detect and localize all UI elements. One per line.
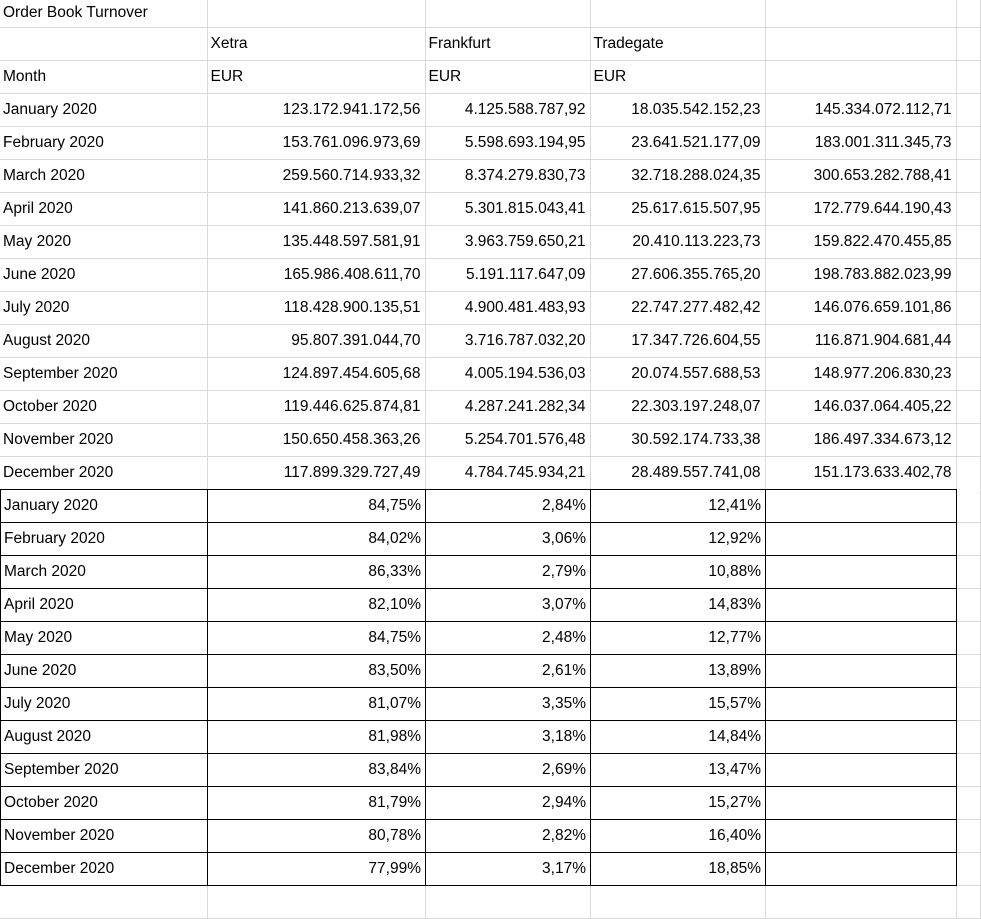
tradegate-share-cell[interactable]: 14,84% xyxy=(591,721,766,754)
tradegate-share-cell[interactable]: 13,47% xyxy=(591,754,766,787)
grid-stub-cell[interactable] xyxy=(957,490,981,523)
month-cell[interactable]: March 2020 xyxy=(0,160,207,193)
month-cell[interactable]: April 2020 xyxy=(1,589,208,622)
market-share-row xyxy=(1,688,981,721)
grid-stub-cell[interactable] xyxy=(956,226,980,259)
frankfurt-share-cell[interactable]: 2,48% xyxy=(426,622,591,655)
empty-cell[interactable] xyxy=(0,28,207,61)
frankfurt-eur-cell[interactable]: 4.005.194.536,03 xyxy=(425,358,590,391)
grid-stub-cell[interactable] xyxy=(957,556,981,589)
empty-cell[interactable] xyxy=(590,0,765,28)
xetra-eur-cell[interactable]: 141.860.213.639,07 xyxy=(207,193,425,226)
frankfurt-eur-cell[interactable]: 5.301.815.043,41 xyxy=(425,193,590,226)
frankfurt-share-cell[interactable]: 2,84% xyxy=(426,490,591,523)
month-cell[interactable]: September 2020 xyxy=(0,358,207,391)
grid-stub-cell[interactable] xyxy=(957,655,981,688)
xetra-share-cell[interactable]: 83,50% xyxy=(208,655,426,688)
total-eur-cell[interactable]: 146.037.064.405,22 xyxy=(765,391,956,424)
tradegate-share-cell[interactable]: 15,27% xyxy=(591,787,766,820)
grid-stub-cell[interactable] xyxy=(957,787,981,820)
grid-stub-cell[interactable] xyxy=(956,457,980,490)
empty-row xyxy=(0,886,980,919)
total-share-cell[interactable] xyxy=(766,655,957,688)
total-eur-cell[interactable]: 300.653.282.788,41 xyxy=(765,160,956,193)
xetra-share-cell[interactable]: 84,75% xyxy=(208,490,426,523)
xetra-eur-cell[interactable]: 135.448.597.581,91 xyxy=(207,226,425,259)
frankfurt-eur-cell[interactable]: 3.716.787.032,20 xyxy=(425,325,590,358)
tradegate-eur-cell[interactable]: 27.606.355.765,20 xyxy=(590,259,765,292)
xetra-share-cell[interactable]: 81,98% xyxy=(208,721,426,754)
tradegate-share-cell[interactable]: 14,83% xyxy=(591,589,766,622)
xetra-share-cell[interactable]: 81,79% xyxy=(208,787,426,820)
month-cell[interactable]: June 2020 xyxy=(0,259,207,292)
tradegate-share-cell[interactable]: 12,92% xyxy=(591,523,766,556)
grid-stub-cell[interactable] xyxy=(957,523,981,556)
total-share-cell[interactable] xyxy=(766,688,957,721)
xetra-eur-cell[interactable]: 165.986.408.611,70 xyxy=(207,259,425,292)
xetra-eur-cell[interactable]: 117.899.329.727,49 xyxy=(207,457,425,490)
grid-stub-cell[interactable] xyxy=(956,358,980,391)
total-share-cell[interactable] xyxy=(766,622,957,655)
frankfurt-share-cell[interactable]: 2,94% xyxy=(426,787,591,820)
market-share-row xyxy=(1,589,981,622)
grid-stub-cell[interactable] xyxy=(956,325,980,358)
market-share-row xyxy=(1,523,981,556)
venue-header-xetra[interactable]: Xetra xyxy=(207,28,425,61)
turnover-row xyxy=(0,325,980,358)
turnover-row xyxy=(0,193,980,226)
grid-stub-cell[interactable] xyxy=(957,589,981,622)
grid-stub-cell[interactable] xyxy=(957,853,981,886)
market-share-row xyxy=(1,655,981,688)
empty-cell[interactable] xyxy=(425,886,590,919)
frankfurt-share-cell[interactable]: 3,06% xyxy=(426,523,591,556)
total-eur-cell[interactable]: 159.822.470.455,85 xyxy=(765,226,956,259)
turnover-row xyxy=(0,457,980,490)
turnover-row xyxy=(0,358,980,391)
empty-cell[interactable] xyxy=(207,886,425,919)
frankfurt-share-cell[interactable]: 3,17% xyxy=(426,853,591,886)
empty-cell[interactable] xyxy=(765,28,956,61)
empty-cell[interactable] xyxy=(956,61,980,94)
market-share-row xyxy=(1,622,981,655)
tradegate-share-cell[interactable]: 12,41% xyxy=(591,490,766,523)
empty-cell[interactable] xyxy=(956,0,980,28)
turnover-row xyxy=(0,127,980,160)
xetra-eur-cell[interactable]: 95.807.391.044,70 xyxy=(207,325,425,358)
frankfurt-eur-cell[interactable]: 4.125.588.787,92 xyxy=(425,94,590,127)
unit-header-xetra[interactable]: EUR xyxy=(207,61,425,94)
month-cell[interactable]: March 2020 xyxy=(1,556,208,589)
tradegate-eur-cell[interactable]: 17.347.726.604,55 xyxy=(590,325,765,358)
empty-cell[interactable] xyxy=(425,0,590,28)
total-share-cell[interactable] xyxy=(766,754,957,787)
grid-stub-cell[interactable] xyxy=(957,820,981,853)
total-eur-cell[interactable]: 151.173.633.402,78 xyxy=(765,457,956,490)
empty-cell[interactable] xyxy=(0,886,207,919)
tradegate-share-cell[interactable]: 16,40% xyxy=(591,820,766,853)
market-share-row xyxy=(1,556,981,589)
empty-cell[interactable] xyxy=(956,886,980,919)
frankfurt-eur-cell[interactable]: 5.191.117.647,09 xyxy=(425,259,590,292)
total-eur-cell[interactable]: 172.779.644.190,43 xyxy=(765,193,956,226)
frankfurt-eur-cell[interactable]: 8.374.279.830,73 xyxy=(425,160,590,193)
empty-cell[interactable] xyxy=(207,0,425,28)
empty-cell[interactable] xyxy=(590,886,765,919)
turnover-row xyxy=(0,259,980,292)
empty-cell[interactable] xyxy=(765,886,956,919)
unit-header-frankfurt[interactable]: EUR xyxy=(425,61,590,94)
market-share-row xyxy=(1,721,981,754)
total-eur-cell[interactable]: 116.871.904.681,44 xyxy=(765,325,956,358)
total-share-cell[interactable] xyxy=(766,820,957,853)
xetra-eur-cell[interactable]: 150.650.458.363,26 xyxy=(207,424,425,457)
turnover-row xyxy=(0,292,980,325)
total-eur-cell[interactable]: 186.497.334.673,12 xyxy=(765,424,956,457)
grid-stub-cell[interactable] xyxy=(957,688,981,721)
xetra-share-cell[interactable]: 84,02% xyxy=(208,523,426,556)
market-share-row xyxy=(1,853,981,886)
total-share-cell[interactable] xyxy=(766,853,957,886)
grid-stub-cell[interactable] xyxy=(956,160,980,193)
market-share-rows xyxy=(1,490,981,886)
month-cell[interactable]: July 2020 xyxy=(0,292,207,325)
total-share-cell[interactable] xyxy=(766,556,957,589)
frankfurt-share-cell[interactable]: 3,35% xyxy=(426,688,591,721)
month-cell[interactable]: November 2020 xyxy=(0,424,207,457)
filler-grid xyxy=(0,886,981,919)
frankfurt-eur-cell[interactable]: 4.784.745.934,21 xyxy=(425,457,590,490)
month-cell[interactable]: October 2020 xyxy=(1,787,208,820)
tradegate-share-cell[interactable]: 15,57% xyxy=(591,688,766,721)
xetra-eur-cell[interactable]: 118.428.900.135,51 xyxy=(207,292,425,325)
grid-stub-cell[interactable] xyxy=(957,721,981,754)
grid-stub-cell[interactable] xyxy=(956,94,980,127)
empty-cell[interactable] xyxy=(956,28,980,61)
month-header-cell[interactable]: Month xyxy=(0,61,207,94)
header-rows xyxy=(0,0,980,94)
xetra-share-cell[interactable]: 84,75% xyxy=(208,622,426,655)
total-share-cell[interactable] xyxy=(766,721,957,754)
turnover-rows xyxy=(0,94,980,490)
grid-stub-cell[interactable] xyxy=(956,127,980,160)
xetra-eur-cell[interactable]: 153.761.096.973,69 xyxy=(207,127,425,160)
total-eur-cell[interactable]: 146.076.659.101,86 xyxy=(765,292,956,325)
xetra-eur-cell[interactable]: 124.897.454.605,68 xyxy=(207,358,425,391)
tradegate-eur-cell[interactable]: 20.410.113.223,73 xyxy=(590,226,765,259)
frankfurt-eur-cell[interactable]: 4.287.241.282,34 xyxy=(425,391,590,424)
tradegate-eur-cell[interactable]: 30.592.174.733,38 xyxy=(590,424,765,457)
empty-cell[interactable] xyxy=(765,0,956,28)
month-cell[interactable]: January 2020 xyxy=(0,94,207,127)
turnover-row xyxy=(0,391,980,424)
total-eur-cell[interactable]: 198.783.882.023,99 xyxy=(765,259,956,292)
turnover-row xyxy=(0,424,980,457)
unit-header-row xyxy=(0,61,980,94)
month-cell[interactable]: February 2020 xyxy=(1,523,208,556)
title-row xyxy=(0,0,980,28)
grid-stub-cell[interactable] xyxy=(956,424,980,457)
tradegate-eur-cell[interactable]: 28.489.557.741,08 xyxy=(590,457,765,490)
xetra-eur-cell[interactable]: 123.172.941.172,56 xyxy=(207,94,425,127)
market-share-row xyxy=(1,820,981,853)
tradegate-eur-cell[interactable]: 23.641.521.177,09 xyxy=(590,127,765,160)
turnover-row xyxy=(0,94,980,127)
market-share-row xyxy=(1,787,981,820)
empty-cell[interactable] xyxy=(765,61,956,94)
market-share-row xyxy=(1,490,981,523)
frankfurt-eur-cell[interactable]: 5.254.701.576,48 xyxy=(425,424,590,457)
grid-stub-cell[interactable] xyxy=(956,391,980,424)
month-cell[interactable]: August 2020 xyxy=(0,325,207,358)
turnover-row xyxy=(0,160,980,193)
total-eur-cell[interactable]: 148.977.206.830,23 xyxy=(765,358,956,391)
xetra-share-cell[interactable]: 86,33% xyxy=(208,556,426,589)
frankfurt-eur-cell[interactable]: 4.900.481.483,93 xyxy=(425,292,590,325)
month-cell[interactable]: December 2020 xyxy=(1,853,208,886)
month-cell[interactable]: June 2020 xyxy=(1,655,208,688)
xetra-share-cell[interactable]: 83,84% xyxy=(208,754,426,787)
month-cell[interactable]: May 2020 xyxy=(0,226,207,259)
venue-header-frankfurt[interactable]: Frankfurt xyxy=(425,28,590,61)
sheet-title-cell[interactable]: Order Book Turnover xyxy=(0,0,207,28)
month-cell[interactable]: August 2020 xyxy=(1,721,208,754)
market-share-table xyxy=(0,489,981,886)
total-share-cell[interactable] xyxy=(766,523,957,556)
month-cell[interactable]: November 2020 xyxy=(1,820,208,853)
frankfurt-share-cell[interactable]: 3,18% xyxy=(426,721,591,754)
month-cell[interactable]: April 2020 xyxy=(0,193,207,226)
venue-header-tradegate[interactable]: Tradegate xyxy=(590,28,765,61)
venue-header-row xyxy=(0,28,980,61)
month-cell[interactable]: October 2020 xyxy=(0,391,207,424)
xetra-share-cell[interactable]: 77,99% xyxy=(208,853,426,886)
tradegate-eur-cell[interactable]: 20.074.557.688,53 xyxy=(590,358,765,391)
tradegate-share-cell[interactable]: 12,77% xyxy=(591,622,766,655)
frankfurt-share-cell[interactable]: 2,82% xyxy=(426,820,591,853)
frankfurt-share-cell[interactable]: 2,69% xyxy=(426,754,591,787)
tradegate-eur-cell[interactable]: 18.035.542.152,23 xyxy=(590,94,765,127)
frankfurt-share-cell[interactable]: 2,61% xyxy=(426,655,591,688)
month-cell[interactable]: January 2020 xyxy=(1,490,208,523)
month-cell[interactable]: September 2020 xyxy=(1,754,208,787)
grid-stub-cell[interactable] xyxy=(957,622,981,655)
grid-stub-cell[interactable] xyxy=(956,193,980,226)
total-share-cell[interactable] xyxy=(766,787,957,820)
tradegate-eur-cell[interactable]: 22.303.197.248,07 xyxy=(590,391,765,424)
xetra-eur-cell[interactable]: 259.560.714.933,32 xyxy=(207,160,425,193)
xetra-share-cell[interactable]: 80,78% xyxy=(208,820,426,853)
xetra-eur-cell[interactable]: 119.446.625.874,81 xyxy=(207,391,425,424)
unit-header-tradegate[interactable]: EUR xyxy=(590,61,765,94)
month-cell[interactable]: February 2020 xyxy=(0,127,207,160)
tradegate-eur-cell[interactable]: 32.718.288.024,35 xyxy=(590,160,765,193)
frankfurt-eur-cell[interactable]: 3.963.759.650,21 xyxy=(425,226,590,259)
turnover-row xyxy=(0,226,980,259)
tradegate-share-cell[interactable]: 10,88% xyxy=(591,556,766,589)
month-cell[interactable]: December 2020 xyxy=(0,457,207,490)
xetra-share-cell[interactable]: 81,07% xyxy=(208,688,426,721)
xetra-share-cell[interactable]: 82,10% xyxy=(208,589,426,622)
total-eur-cell[interactable]: 145.334.072.112,71 xyxy=(765,94,956,127)
frankfurt-share-cell[interactable]: 3,07% xyxy=(426,589,591,622)
month-cell[interactable]: July 2020 xyxy=(1,688,208,721)
tradegate-eur-cell[interactable]: 22.747.277.482,42 xyxy=(590,292,765,325)
tradegate-eur-cell[interactable]: 25.617.615.507,95 xyxy=(590,193,765,226)
month-cell[interactable]: May 2020 xyxy=(1,622,208,655)
total-eur-cell[interactable]: 183.001.311.345,73 xyxy=(765,127,956,160)
total-share-cell[interactable] xyxy=(766,490,957,523)
grid-stub-cell[interactable] xyxy=(956,259,980,292)
tradegate-share-cell[interactable]: 18,85% xyxy=(591,853,766,886)
tradegate-share-cell[interactable]: 13,89% xyxy=(591,655,766,688)
grid-stub-cell[interactable] xyxy=(957,754,981,787)
market-share-row xyxy=(1,754,981,787)
grid-stub-cell[interactable] xyxy=(956,292,980,325)
frankfurt-eur-cell[interactable]: 5.598.693.194,95 xyxy=(425,127,590,160)
frankfurt-share-cell[interactable]: 2,79% xyxy=(426,556,591,589)
total-share-cell[interactable] xyxy=(766,589,957,622)
